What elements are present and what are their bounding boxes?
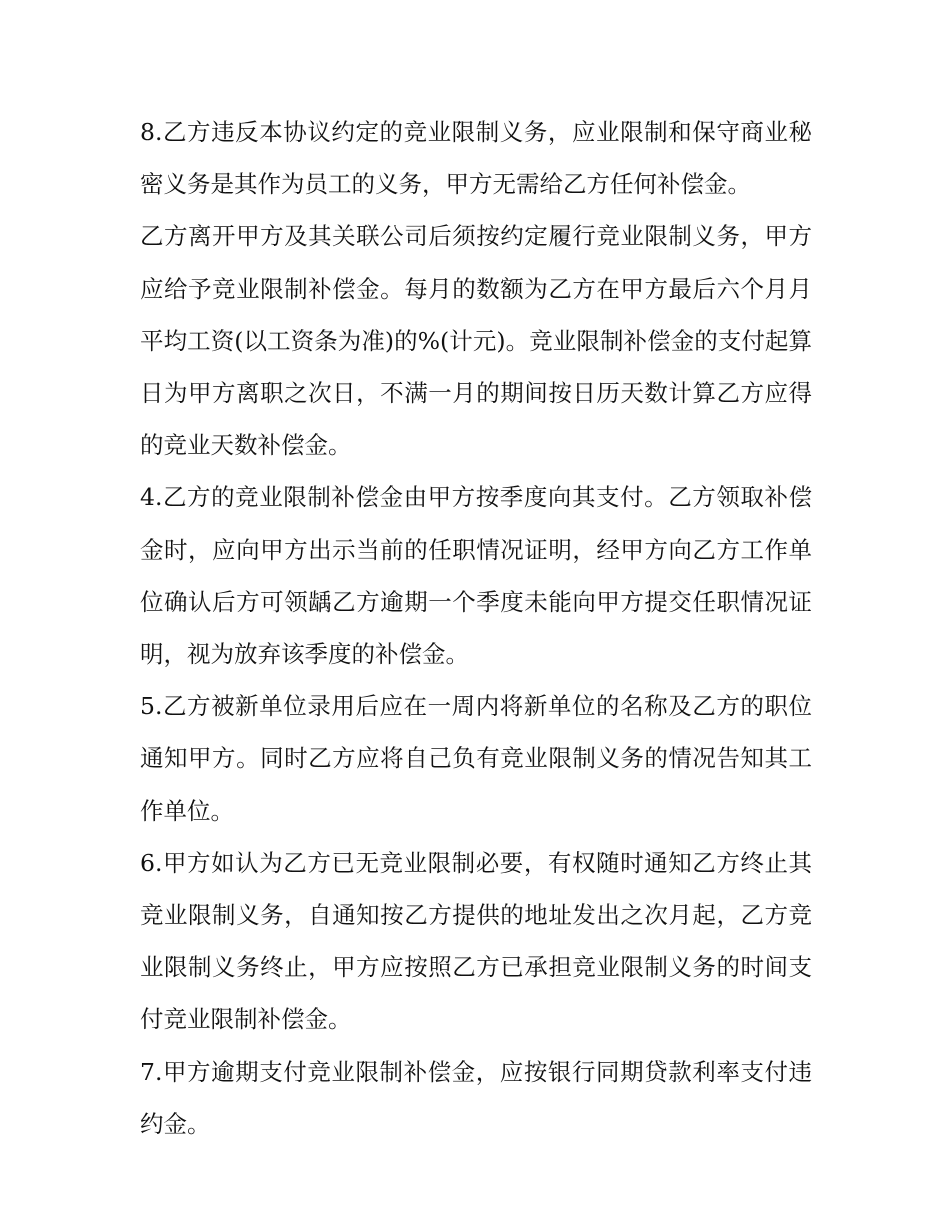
paragraph-clause-4: 4.乙方的竞业限制补偿金由甲方按季度向其支付。乙方领取补偿金时，应向甲方出示当前的任职情况证明，经甲方向乙方工作单位确认后方可领龋乙方逾期一个季度未能向甲方提交任职情况证明，视为放弃该季度的补偿金。 (140, 483, 812, 669)
paragraph-clause-6: 6.甲方如认为乙方已无竞业限制必要，有权随时通知乙方终止其竞业限制义务，自通知按乙方提供的地址发出之次月起，乙方竞业限制义务终止，甲方应按照乙方已承担竞业限制义务的时间支付竞业限制补偿金。 (140, 848, 812, 1034)
paragraph-compensation: 乙方离开甲方及其关联公司后须按约定履行竞业限制义务，甲方应给予竞业限制补偿金。每月的数额为乙方在甲方最后六个月月平均工资(以工资条为准)的%(计元)。竞业限制补偿金的支付起算日为甲方离职之次日，不满一月的期间按日历天数计算乙方应得的竞业天数补偿金。 (140, 222, 812, 460)
document-body (140, 106, 812, 1150)
paragraph-clause-8: 8.乙方违反本协议约定的竞业限制义务，应业限制和保守商业秘密义务是其作为员工的义务，甲方无需给乙方任何补偿金。 (140, 118, 812, 199)
paragraph-clause-5: 5.乙方被新单位录用后应在一周内将新单位的名称及乙方的职位通知甲方。同时乙方应将自己负有竞业限制义务的情况告知其工作单位。 (140, 692, 812, 825)
paragraph-clause-7: 7.甲方逾期支付竞业限制补偿金，应按银行同期贷款利率支付违约金。 (140, 1057, 812, 1138)
